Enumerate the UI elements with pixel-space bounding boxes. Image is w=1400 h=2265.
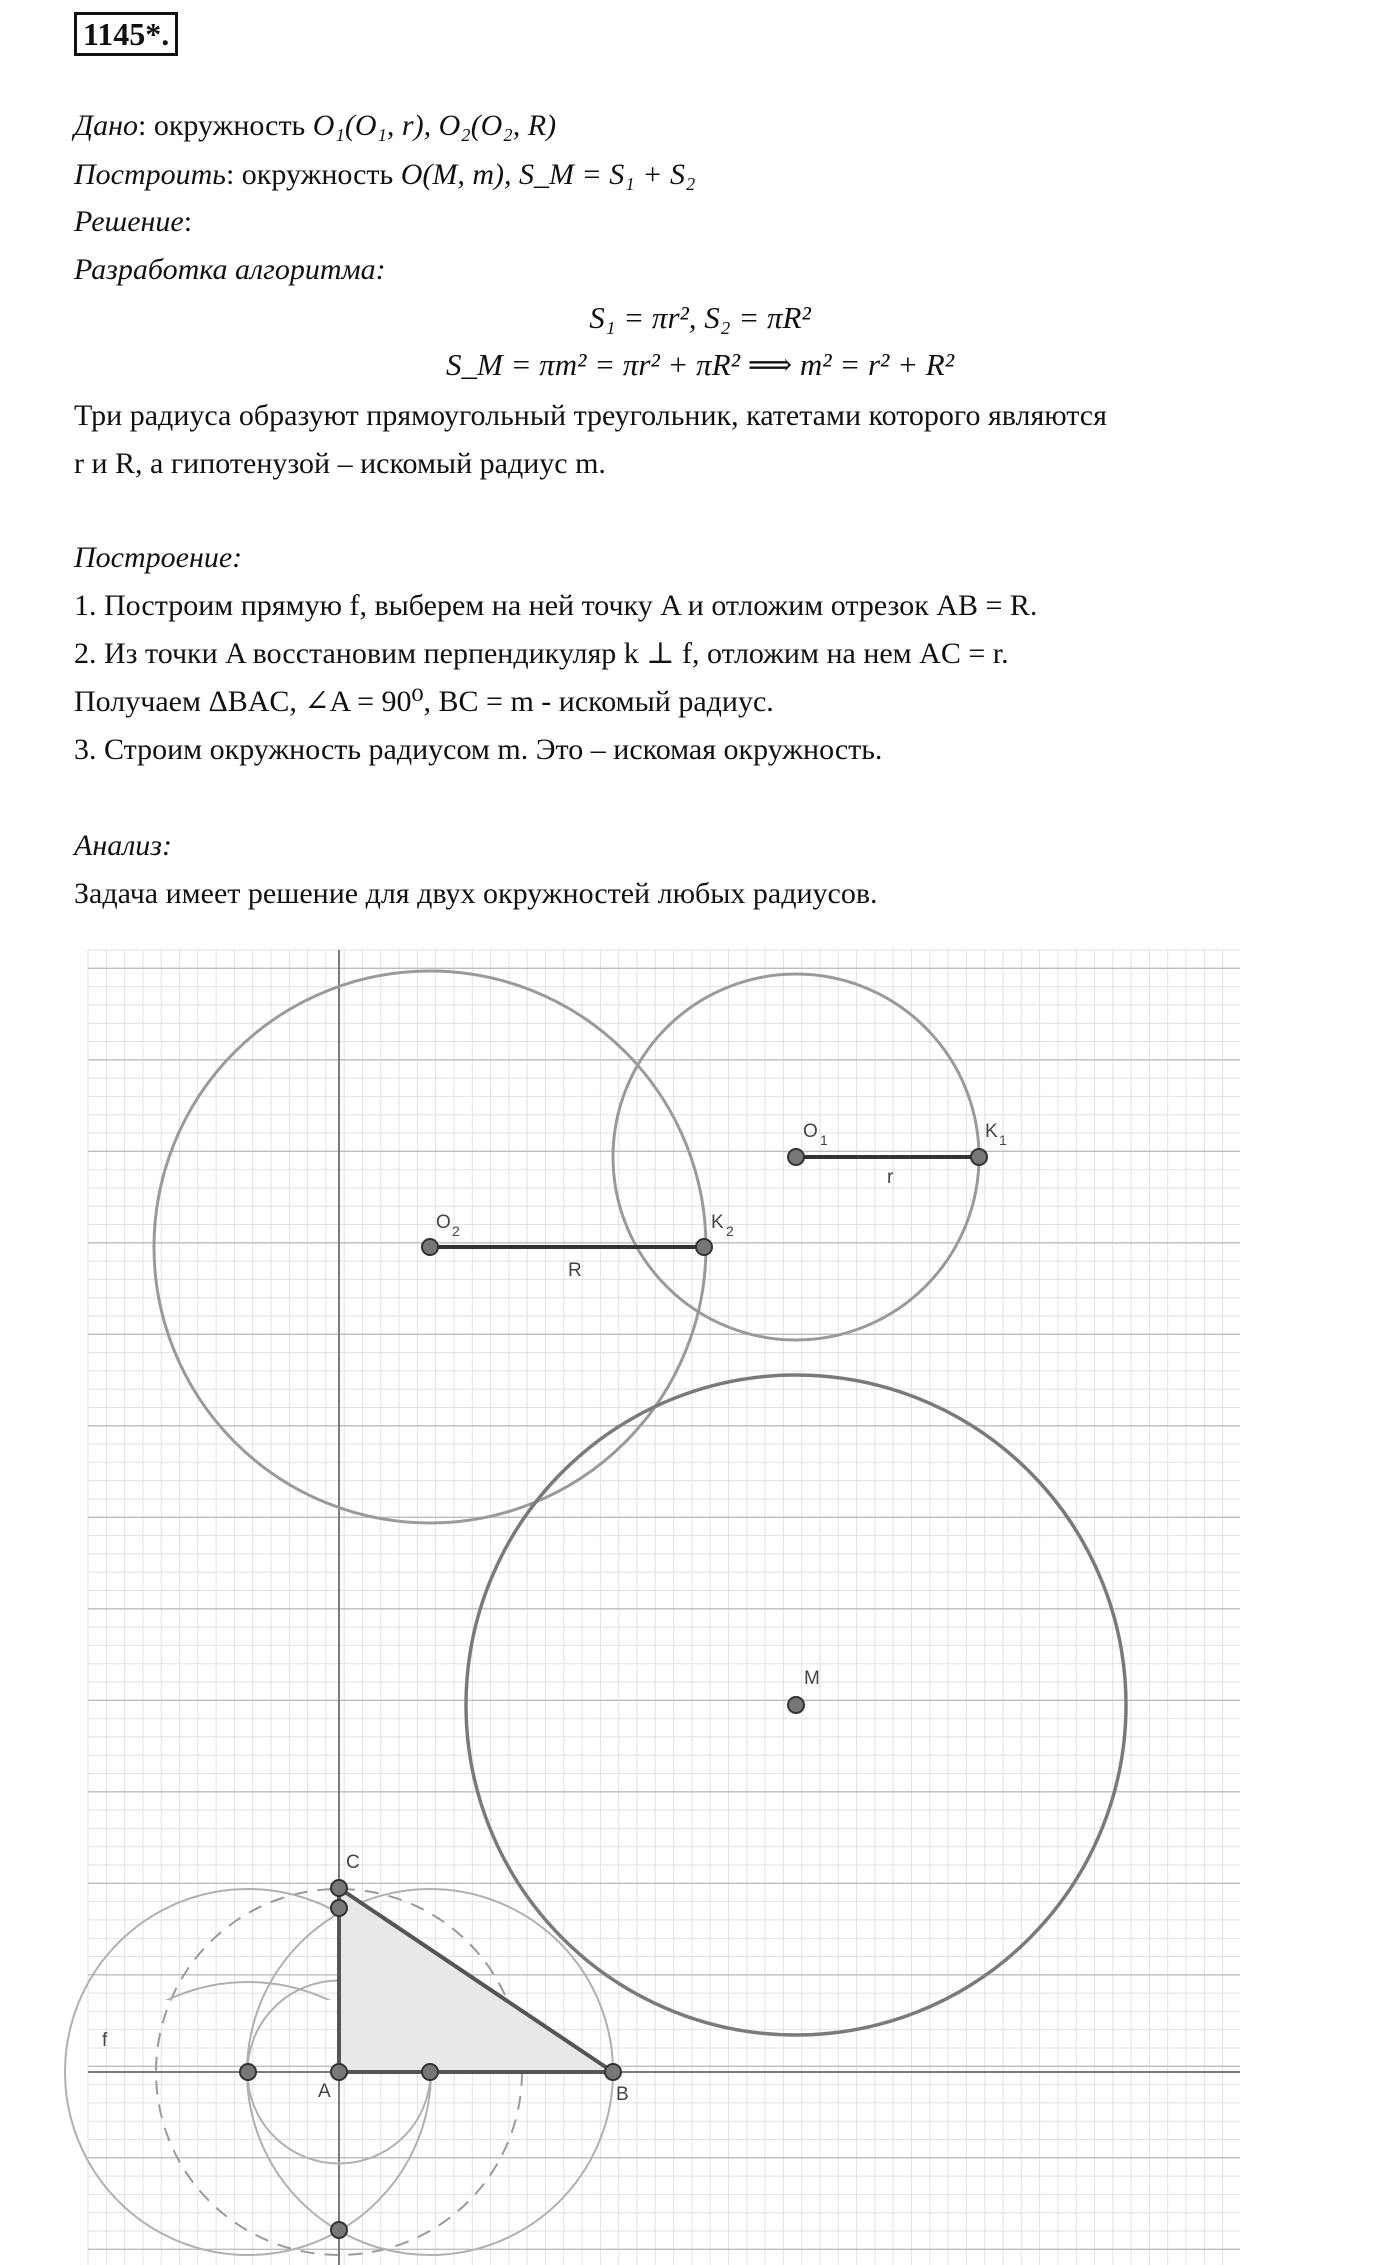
label-o2-sub: 2 (452, 1223, 460, 1239)
label-m: M (804, 1668, 820, 1689)
point-k2 (696, 1239, 712, 1255)
point-m (788, 1697, 804, 1713)
construction-step-2: 2. Из точки A восстановим перпендикуляр k ⊥ f, отложим на нем AC = r. (74, 637, 1009, 670)
construction-step-3: 3. Строим окружность радиусом m. Это – искомая окружность. (74, 733, 883, 766)
axes (88, 950, 1240, 2265)
point-c (331, 1880, 347, 1896)
point-mid (422, 2064, 438, 2080)
formula-2: S_M = πm² = πr² + πR² ⟹ m² = r² + R² (446, 347, 954, 382)
construct-label: Построить (74, 158, 226, 191)
label-a: A (318, 2081, 331, 2102)
given-math: O₁(O₁, r), O₂(O₂, R) (312, 109, 557, 142)
label-b: B (616, 2084, 629, 2105)
point-a (331, 2064, 347, 2080)
label-o2: O (436, 1212, 451, 1233)
label-k1-sub: 1 (999, 1132, 1007, 1148)
label-k2: K (711, 1212, 724, 1233)
grid (88, 950, 1240, 2265)
label-k2-sub: 2 (726, 1223, 734, 1239)
label-big-r: R (568, 1260, 582, 1281)
analysis-heading: Анализ: (74, 829, 172, 862)
label-c: C (346, 1852, 360, 1873)
label-f: f (102, 2030, 108, 2051)
shapes (58, 971, 1126, 2265)
construct-math: O(M, m), S_M = S₁ + S₂ (400, 158, 696, 191)
construction-step-2b: Получаем ΔBAC, ∠A = 90⁰, BC = m - искомый радиус. (74, 685, 774, 718)
labels (102, 1121, 1007, 2105)
algorithm-heading: Разработка алгоритма: (74, 253, 386, 286)
solution-text: : (183, 205, 193, 238)
point-o2 (422, 1239, 438, 1255)
construction-step-1: 1. Построим прямую f, выберем на ней точку A и отложим отрезок AB = R. (74, 589, 1038, 622)
point-bottom (331, 2222, 347, 2238)
paragraph-1-line-1: Три радиуса образуют прямоугольный треугольник, катетами которого являются (74, 399, 1107, 432)
label-o1: O (803, 1121, 818, 1142)
point-left (240, 2064, 256, 2080)
analysis-text: Задача имеет решение для двух окружностей любых радиусов. (74, 877, 878, 910)
solution-label: Решение (74, 205, 184, 238)
point-b (605, 2064, 621, 2080)
label-k1: K (985, 1121, 998, 1142)
point-k1 (971, 1149, 987, 1165)
paragraph-1-line-2: r и R, а гипотенузой – искомый радиус m. (74, 447, 606, 480)
label-o1-sub: 1 (820, 1132, 828, 1148)
label-r: r (887, 1167, 894, 1188)
point-c-aux (331, 1900, 347, 1916)
construct-text: : окружность (225, 158, 401, 191)
given-label: Дано (74, 109, 138, 142)
problem-number: 1145*. (74, 12, 178, 56)
given-text: : окружность (137, 109, 313, 142)
construction-heading: Построение: (74, 541, 243, 574)
point-o1 (788, 1149, 804, 1165)
formula-1: S₁ = πr², S₂ = πR² (589, 300, 811, 335)
